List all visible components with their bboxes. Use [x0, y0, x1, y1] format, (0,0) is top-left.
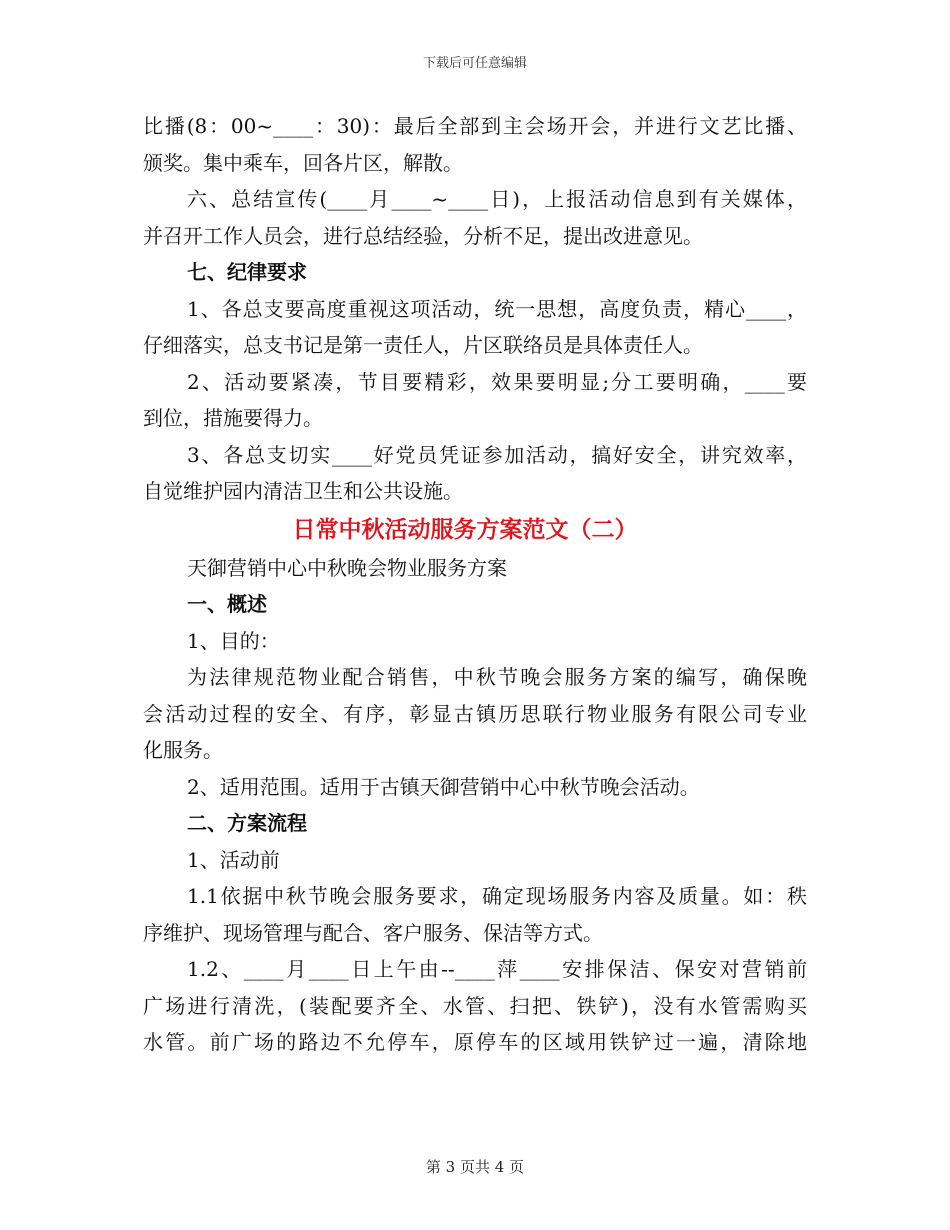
paragraph-line: 广场进行清洗，(装配要齐全、水管、扫把、铁铲)，没有水管需购买 [143, 993, 807, 1018]
section-heading: 一、概述 [187, 592, 267, 616]
section-title: 日常中秋活动服务方案范文（二） [292, 515, 638, 543]
section-heading: 七、纪律要求 [187, 260, 307, 284]
paragraph-line: 1.1依据中秋节晚会服务要求，确定现场服务内容及质量。如：秩 [187, 884, 807, 908]
paragraph-line: 序维护、现场管理与配合、客户服务、保洁等方式。 [143, 920, 603, 945]
paragraph-line: 仔细落实，总支书记是第一责任人，片区联络员是具体责任人。 [143, 333, 703, 357]
paragraph-line: 并召开工作人员会，进行总结经验，分析不足，提出改进意见。 [143, 223, 703, 248]
paragraph-line: 到位，措施要得力。 [143, 406, 323, 430]
paragraph-line: 2、活动要紧凑，节目要精彩，效果要明显;分工要明确，____要 [187, 369, 807, 394]
paragraph-line: 2、适用范围。适用于古镇天御营销中心中秋节晚会活动。 [187, 774, 700, 799]
paragraph-line: 1、目的： [187, 628, 280, 653]
paragraph-line: 水管。前广场的路边不允停车，原停车的区域用铁铲过一遍，清除地 [143, 1030, 807, 1054]
paragraph-line: 会活动过程的安全、有序，彰显古镇历思联行物业服务有限公司专业 [143, 701, 807, 726]
paragraph-line: 六、总结宣传(____月____~____日)，上报活动信息到有关媒体， [187, 187, 807, 211]
paragraph-line: 化服务。 [143, 738, 223, 762]
section-heading: 二、方案流程 [187, 811, 307, 835]
document-body [143, 108, 807, 1061]
paragraph-line: 天御营销中心中秋晚会物业服务方案 [187, 555, 507, 580]
paragraph-line: 自觉维护园内清洁卫生和公共设施。 [143, 479, 463, 503]
paragraph-line: 1、活动前 [187, 847, 280, 872]
paragraph-line: 比播(8：00~____：30)：最后全部到主会场开会，并进行文艺比播、 [143, 114, 807, 138]
page-header: 下载后可任意编辑 [422, 56, 527, 71]
paragraph-line: 3、各总支切实____好党员凭证参加活动，搞好安全，讲究效率， [187, 442, 807, 467]
page-footer: 第 3 页共 4 页 [425, 1158, 525, 1176]
paragraph-line: 1、各总支要高度重视这项活动，统一思想，高度负责，精心____， [187, 296, 807, 321]
paragraph-line: 1.2、____月____日上午由--____萍____安排保洁、保安对营销前 [187, 957, 807, 981]
paragraph-line: 颁奖。集中乘车，回各片区，解散。 [143, 150, 463, 175]
paragraph-line: 为法律规范物业配合销售，中秋节晚会服务方案的编写，确保晚 [187, 665, 807, 689]
